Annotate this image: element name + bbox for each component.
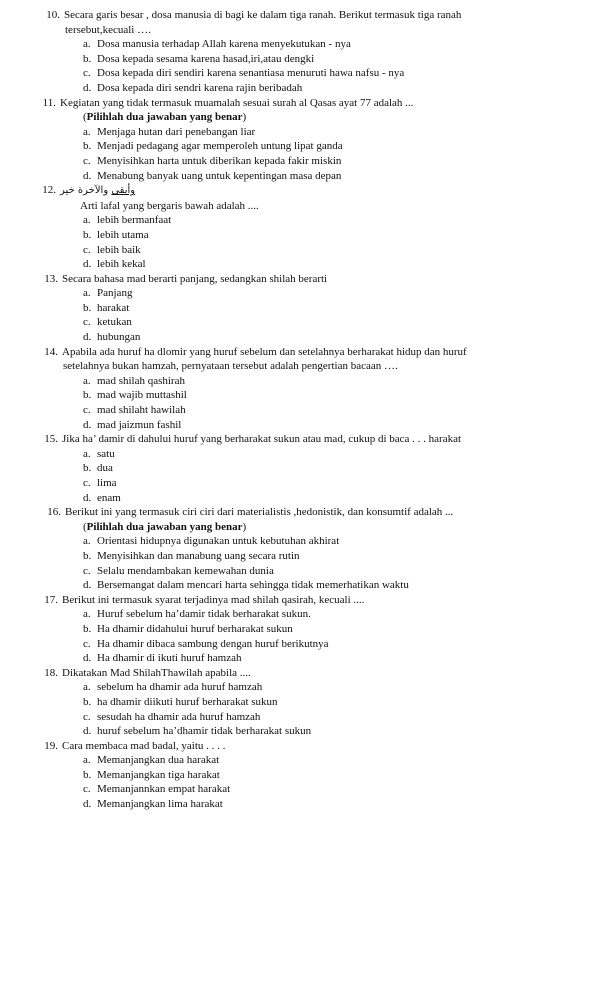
option-b[interactable] <box>83 388 589 403</box>
option-letter: b. <box>83 140 92 153</box>
question-text: Secara garis besar , dosa manusia di bagi ke dalam tiga ranah. Berikut termasuk tiga ranah <box>64 9 462 21</box>
option-d[interactable] <box>83 169 589 184</box>
option-a[interactable] <box>83 37 589 52</box>
option-b[interactable] <box>83 461 589 476</box>
option-c[interactable] <box>83 315 589 330</box>
option-text: Huruf sebelum ha’damir tidak berharakat sukun. <box>97 608 311 621</box>
option-b[interactable] <box>83 549 589 564</box>
option-d[interactable] <box>83 724 589 739</box>
option-d[interactable] <box>83 651 589 666</box>
option-b[interactable] <box>83 52 589 67</box>
option-letter: c. <box>83 316 91 329</box>
question-text: Kegiatan yang tidak termasuk muamalah sesuai surah al Qasas ayat 77 adalah ... <box>60 96 414 109</box>
option-text: Dosa kepada sesama karena hasad,iri,atau dengki <box>97 52 315 65</box>
question-number: 19. <box>44 739 58 752</box>
option-a[interactable] <box>83 374 589 389</box>
option-text: mad wajib muttashil <box>97 389 187 402</box>
option-letter: a. <box>83 38 91 51</box>
option-d[interactable] <box>83 491 589 506</box>
option-letter: d. <box>83 258 92 271</box>
option-letter: d. <box>83 652 92 665</box>
option-c[interactable] <box>83 637 589 652</box>
option-letter: b. <box>83 462 92 475</box>
option-a[interactable] <box>83 125 589 140</box>
instruction-text: Pilihlah dua jawaban yang benar <box>86 111 243 124</box>
option-text: Menjadi pedagang agar memperoleh untung lipat ganda <box>97 140 343 153</box>
option-c[interactable] <box>83 782 589 797</box>
option-text: ha dhamir diikuti huruf berharakat sukun <box>97 695 278 708</box>
option-letter: a. <box>83 125 91 138</box>
option-c[interactable] <box>83 243 589 258</box>
option-text: lebih baik <box>97 243 141 256</box>
option-a[interactable] <box>83 213 589 228</box>
option-letter: d. <box>83 579 92 592</box>
option-text: huruf sebelum ha’dhamir tidak berharakat sukun <box>97 725 312 738</box>
option-text: Memanjangkan dua harakat <box>97 754 220 767</box>
option-text: Ha dhamir di ikuti huruf hamzah <box>97 652 242 665</box>
option-letter: b. <box>83 549 92 562</box>
option-d[interactable] <box>83 257 589 272</box>
option-c[interactable] <box>83 403 589 418</box>
option-text: satu <box>97 447 115 460</box>
option-text: mad shilaht hawilah <box>97 404 186 417</box>
question-number: 16. <box>47 506 61 519</box>
question-text: Dikatakan Mad ShilahThawilah apabila .... <box>62 666 251 679</box>
question-instruction: (Pilihlah dua jawaban yang benar) <box>83 520 247 533</box>
option-text: mad shilah qashirah <box>97 374 185 387</box>
option-text: Ha dhamir didahului huruf berharakat sukun <box>97 622 293 635</box>
option-a[interactable] <box>83 753 589 768</box>
option-letter: b. <box>83 389 92 402</box>
option-d[interactable] <box>83 418 589 433</box>
option-list <box>83 680 589 738</box>
option-text: Menyisihkan harta untuk diberikan kepada fakir miskin <box>97 154 342 167</box>
question-text-continued: setelahnya bukan hamzah, pernyataan tersebut adalah pengertian bacaan …. <box>63 360 398 373</box>
option-b[interactable] <box>83 622 589 637</box>
option-b[interactable] <box>83 768 589 783</box>
option-c[interactable] <box>83 476 589 491</box>
option-letter: d. <box>83 331 92 344</box>
option-text: ketukan <box>97 316 132 329</box>
option-letter: c. <box>83 67 91 80</box>
option-a[interactable] <box>83 680 589 695</box>
option-a[interactable] <box>83 534 589 549</box>
option-list <box>83 534 589 592</box>
option-text: mad jaizmun fashil <box>97 418 182 431</box>
question-11 <box>36 96 589 184</box>
option-text: Selalu mendambakan kemewahan dunia <box>97 564 274 577</box>
option-letter: a. <box>83 214 91 227</box>
option-d[interactable] <box>83 330 589 345</box>
option-list <box>83 213 589 271</box>
option-letter: d. <box>83 418 92 431</box>
option-letter: c. <box>83 477 91 489</box>
option-a[interactable] <box>83 286 589 301</box>
option-letter: b. <box>83 301 92 314</box>
option-b[interactable] <box>83 139 589 154</box>
question-number: 14. <box>44 345 58 358</box>
option-c[interactable] <box>83 66 589 81</box>
option-text: Ha dhamir dibaca sambung dengan huruf berikutnya <box>97 637 329 650</box>
question-text: Berikut ini yang termasuk ciri ciri dari materialistis ,hedonistik, dan konsumtif adalah ... <box>65 506 454 519</box>
option-letter: d. <box>83 798 92 811</box>
option-list <box>83 374 589 432</box>
question-18 <box>38 666 589 739</box>
question-16 <box>41 505 589 593</box>
instruction-text: Pilihlah dua jawaban yang benar <box>86 520 243 533</box>
arabic-verse <box>60 183 589 199</box>
option-a[interactable] <box>83 607 589 622</box>
option-letter: b. <box>83 768 92 781</box>
option-text: lebih bermanfaat <box>97 214 172 227</box>
option-letter: a. <box>83 287 91 300</box>
option-text: Memanjangkan lima harakat <box>97 798 223 811</box>
option-letter: a. <box>83 608 91 621</box>
question-12 <box>36 183 589 272</box>
exam-page <box>0 8 589 812</box>
option-letter: c. <box>83 154 91 167</box>
option-text: Memanjangkan tiga harakat <box>97 768 220 781</box>
question-15 <box>38 432 589 505</box>
option-b[interactable] <box>83 228 589 243</box>
option-letter: c. <box>83 404 91 417</box>
option-list <box>83 286 589 344</box>
question-10 <box>40 8 589 96</box>
option-letter: a. <box>83 374 91 387</box>
option-list <box>83 37 589 95</box>
option-d[interactable] <box>83 578 589 593</box>
option-text: Dosa manusia terhadap Allah karena menyekutukan - nya <box>97 38 351 51</box>
option-list <box>83 447 589 505</box>
option-text: Menyisihkan dan manabung uang secara rutin <box>97 549 300 562</box>
option-letter: b. <box>83 228 92 241</box>
question-number: 12. <box>42 184 56 197</box>
question-number: 13. <box>44 272 58 285</box>
option-c[interactable] <box>83 710 589 725</box>
option-letter: b. <box>83 695 92 708</box>
option-letter: c. <box>83 783 91 796</box>
option-text: Panjang <box>97 287 133 300</box>
option-text: sebelum ha dhamir ada huruf hamzah <box>97 681 263 694</box>
question-number: 10. <box>46 9 60 21</box>
option-letter: a. <box>83 681 91 694</box>
option-letter: d. <box>83 491 92 504</box>
option-list <box>83 125 589 183</box>
option-b[interactable] <box>83 695 589 710</box>
option-c[interactable] <box>83 564 589 579</box>
question-17 <box>38 593 589 666</box>
option-text: Orientasi hidupnya digunakan untuk kebutuhan akhirat <box>97 535 340 548</box>
question-text: Secara bahasa mad berarti panjang, sedangkan shilah berarti <box>62 272 328 285</box>
option-text: dua <box>97 462 113 475</box>
option-text: Bersemangat dalam mencari harta sehingga tidak memerhatikan waktu <box>97 579 409 592</box>
option-d[interactable] <box>83 81 589 96</box>
option-text: Dosa kepada diri sendiri karena senantiasa menuruti hawa nafsu - nya <box>97 67 405 80</box>
option-text: harakat <box>97 301 130 314</box>
question-text-continued: tersebut,kecuali …. <box>65 23 151 36</box>
option-letter: c. <box>83 243 91 256</box>
option-letter: d. <box>83 169 92 182</box>
option-b[interactable] <box>83 301 589 316</box>
question-number: 18. <box>44 666 58 679</box>
question-number: 17. <box>44 593 58 606</box>
option-letter: b. <box>83 52 92 65</box>
option-list <box>83 753 589 811</box>
question-14 <box>38 345 589 433</box>
option-text: Memanjannkan empat harakat <box>97 783 231 796</box>
option-text: Menabung banyak uang untuk kepentingan masa depan <box>97 169 342 182</box>
option-c[interactable] <box>83 154 589 169</box>
option-letter: d. <box>83 81 92 94</box>
question-19 <box>38 739 589 812</box>
option-letter: b. <box>83 622 92 635</box>
question-text: Berikut ini termasuk syarat terjadinya mad shilah qasirah, kecuali .... <box>62 593 365 606</box>
option-letter: c. <box>83 564 91 577</box>
question-number: 11. <box>42 96 56 109</box>
arabic-text: والآخرة خير <box>60 185 109 197</box>
option-letter: a. <box>83 754 91 767</box>
option-d[interactable] <box>83 797 589 812</box>
question-instruction: (Pilihlah dua jawaban yang benar) <box>83 111 247 124</box>
option-text: hubungan <box>97 331 141 344</box>
option-text: sesudah ha dhamir ada huruf hamzah <box>97 710 261 723</box>
option-letter: c. <box>83 710 91 723</box>
option-text: Menjaga hutan dari penebangan liar <box>97 125 256 138</box>
arabic-underlined: وأبقى <box>111 185 136 197</box>
option-list <box>83 607 589 665</box>
question-text: Arti lafal yang bergaris bawah adalah .... <box>80 199 259 212</box>
option-letter: d. <box>83 725 92 738</box>
option-text: enam <box>97 491 121 504</box>
option-text: lima <box>97 477 117 489</box>
option-letter: a. <box>83 447 91 460</box>
question-number: 15. <box>44 433 58 446</box>
question-text: Cara membaca mad badal, yaitu . . . . <box>62 739 226 752</box>
option-text: lebih utama <box>97 228 149 241</box>
option-letter: c. <box>83 637 91 650</box>
option-letter: a. <box>83 535 91 548</box>
question-text: Apabila ada huruf ha dlomir yang huruf sebelum dan setelahnya berharakat hidup dan huruf <box>62 345 467 358</box>
option-a[interactable] <box>83 447 589 462</box>
option-text: lebih kekal <box>97 258 146 271</box>
question-text: Jika ha’ damir di dahului huruf yang berharakat sukun atau mad, cukup di baca . . . harakat <box>62 433 462 446</box>
option-text: Dosa kepada diri sendri karena rajin beribadah <box>97 81 303 94</box>
question-13 <box>38 272 589 345</box>
